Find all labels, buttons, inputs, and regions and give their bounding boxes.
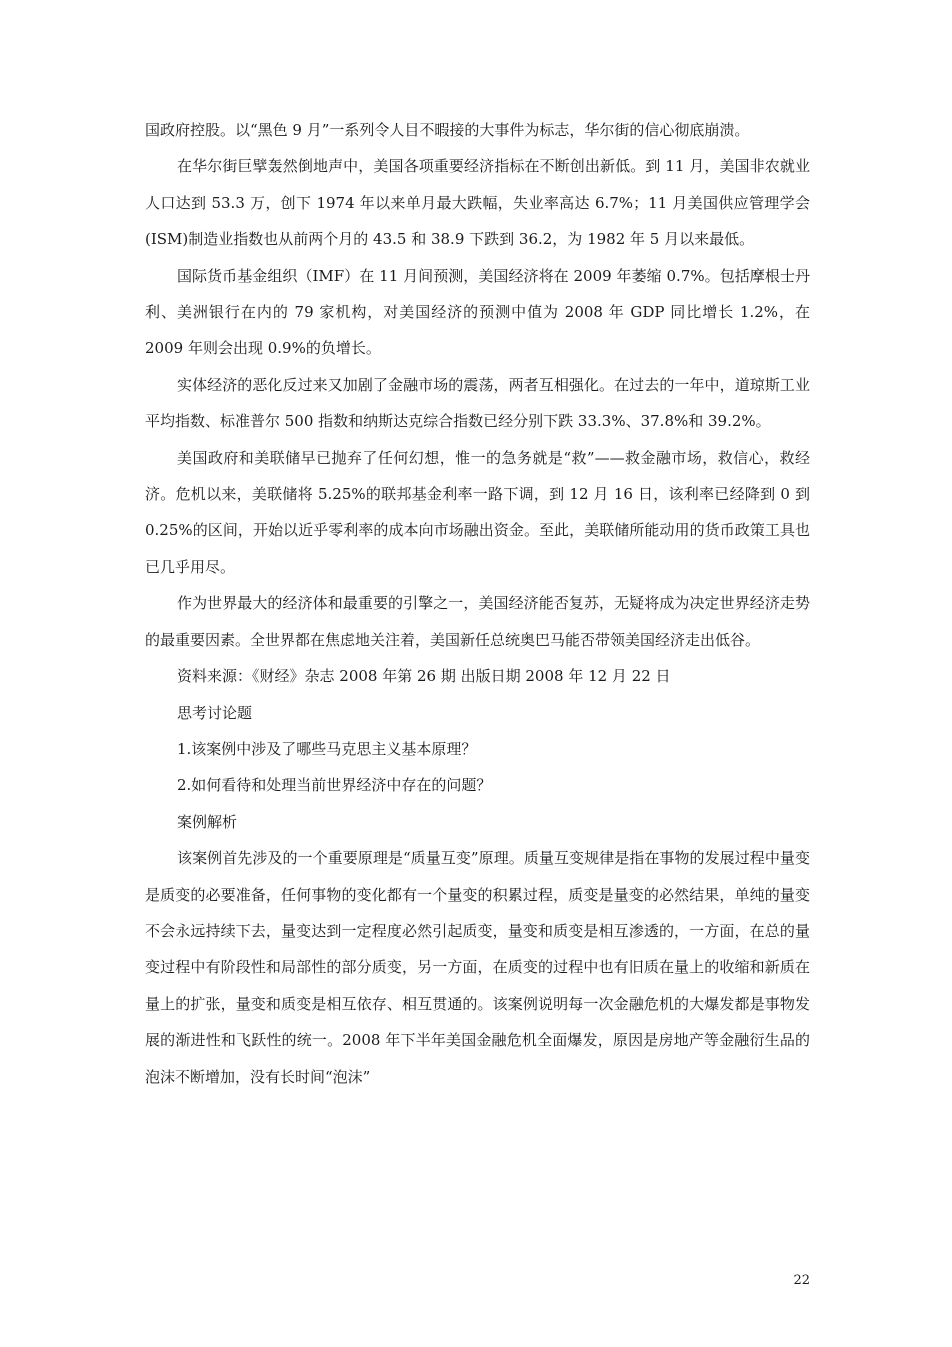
analysis-heading: 案例解析 — [177, 812, 238, 831]
paragraph-2: 在华尔街巨擘轰然倒地声中，美国各项重要经济指标在不断创出新低。到 11 月，美国非农就业人口达到 53.3 万，创下 1974 年以来单月最大跌幅，失业率高达 6.7%；11 月美国供应管理学会(ISM)制造业指数也从前两个月的 43.5 和 38.9 下跌到 36.2，为 1982 年 5 月以来最低。 — [145, 157, 810, 249]
analysis-paragraph: 该案例首先涉及的一个重要原理是“质量互变”原理。质量互变规律是指在事物的发展过程中量变是质变的必要准备，任何事物的变化都有一个量变的积累过程，质变是量变的必然结果，单纯的量变不会永远持续下去，量变达到一定程度必然引起质变，量变和质变是相互渗透的，一方面，在总的量变过程中有阶段性和局部性的部分质变，另一方面，在质变的过程中也有旧质在量上的收缩和新质在量上的扩张，量变和质变是相互依存、相互贯通的。该案例说明每一次金融危机的大爆发都是事物发展的渐进性和飞跃性的统一。2008 年下半年美国金融危机全面爆发，原因是房地产等金融衍生品的泡沫不断增加，没有长时间“泡沫” — [145, 849, 810, 1086]
paragraph-3: 国际货币基金组织（IMF）在 11 月间预测，美国经济将在 2009 年萎缩 0.7%。包括摩根士丹利、美洲银行在内的 79 家机构，对美国经济的预测中值为 2008 年 GDP 同比增长 1.2%，在 2009 年则会出现 0.9%的负增长。 — [145, 266, 810, 358]
paragraph-5: 美国政府和美联储早已抛弃了任何幻想，惟一的急务就是“救”——救金融市场，救信心，救经济。危机以来，美联储将 5.25%的联邦基金利率一路下调，到 12 月 16 日，该利率已经降到 0 到 0.25%的区间，开始以近乎零利率的成本向市场融出资金。至此，美联储所能动用的货币政策工具也已几乎用尽。 — [145, 448, 810, 576]
question-1: 1.该案例中涉及了哪些马克思主义基本原理？ — [177, 739, 477, 758]
paragraph-4: 实体经济的恶化反过来又加剧了金融市场的震荡，两者互相强化。在过去的一年中，道琼斯工业平均指数、标准普尔 500 指数和纳斯达克综合指数已经分别下跌 33.3%、37.8%和 39.2%。 — [145, 375, 810, 431]
source-line: 资料来源：《财经》杂志 2008 年第 26 期 出版日期 2008 年 12 月 22 日 — [177, 667, 671, 686]
paragraph-6: 作为世界最大的经济体和最重要的引擎之一，美国经济能否复苏，无疑将成为决定世界经济走势的最重要因素。全世界都在焦虑地关注着，美国新任总统奥巴马能否带领美国经济走出低谷。 — [145, 594, 810, 649]
discussion-heading: 思考讨论题 — [177, 703, 253, 722]
document-body — [145, 112, 810, 1095]
page-number: 22 — [793, 1273, 810, 1288]
paragraph-1: 国政府控股。以“黑色 9 月”一系列令人目不暇接的大事件为标志，华尔街的信心彻底崩溃。 — [145, 121, 750, 139]
question-2: 2.如何看待和处理当前世界经济中存在的问题？ — [177, 776, 492, 795]
